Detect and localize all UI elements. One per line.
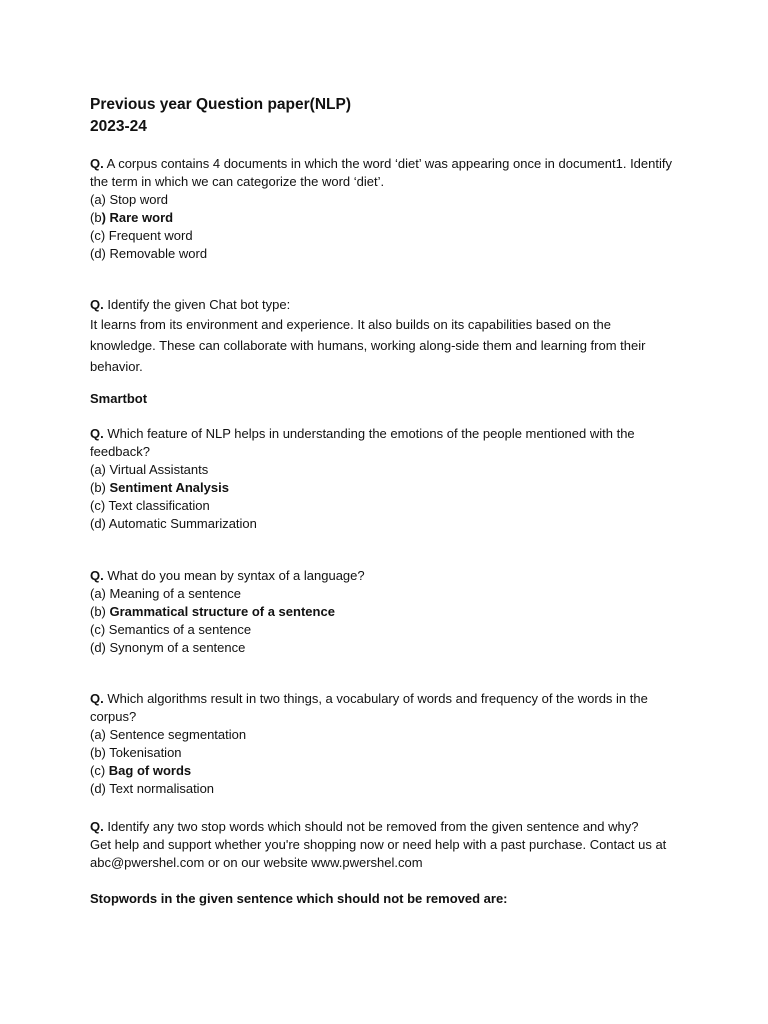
question-4-text: What do you mean by syntax of a language? [103,568,365,583]
title-line-1: Previous year Question paper(NLP) [90,96,351,113]
question-marker: Q. [90,819,104,834]
question-2 [90,296,680,408]
question-3-text: Which feature of NLP helps in understanding the emotions of the people mentioned with the feedback? [90,426,635,459]
q5-option-b: (b) Tokenisation [90,745,182,760]
q4-option-d: (d) Synonym of a sentence [90,640,246,655]
question-4 [90,567,680,657]
q4-option-b-answer: Grammatical structure of a sentence [109,604,335,619]
question-1-text: A corpus contains 4 documents in which the word ‘diet’ was appearing once in document1. Identify the term in which we can categorize the word ‘diet’. [90,156,672,189]
question-3 [90,425,680,533]
question-5 [90,690,680,798]
q5-option-c [90,762,680,780]
q5-option-c-prefix: (c) [90,763,109,778]
q1-option-b-answer: ) Rare word [101,210,174,225]
q1-option-c: (c) Frequent word [90,228,193,243]
question-marker: Q. [90,297,104,312]
question-6-text: Identify any two stop words which should not be removed from the given sentence and why? [103,819,639,834]
question-marker: Q. [90,156,104,171]
question-2-answer: Smartbot [90,391,148,406]
q3-option-d: (d) Automatic Summarization [90,516,257,531]
question-6-answer-heading: Stopwords in the given sentence which should not be removed are: [90,891,508,906]
question-1 [90,155,680,263]
question-5-stem [90,690,680,726]
question-2-text: Identify the given Chat bot type: [103,297,291,312]
document-title [90,94,351,138]
q5-option-d: (d) Text normalisation [90,781,215,796]
title-line-2: 2023-24 [90,118,147,135]
q3-option-c: (c) Text classification [90,498,210,513]
question-3-stem [90,425,680,461]
question-marker: Q. [90,568,104,583]
q1-option-b-prefix: (b [90,210,102,225]
question-6 [90,818,680,908]
q4-option-c: (c) Semantics of a sentence [90,622,252,637]
question-marker: Q. [90,691,104,706]
q3-option-b [90,479,680,497]
q5-option-c-answer: Bag of words [108,763,192,778]
question-2-stem [90,296,680,314]
q4-option-a: (a) Meaning of a sentence [90,586,242,601]
question-marker: Q. [90,426,104,441]
question-6-passage: Get help and support whether you're shopping now or need help with a past purchase. Contact us at abc@pwershel.com or on our website www.pwershel.com [90,837,667,870]
q4-option-b [90,603,680,621]
question-5-text: Which algorithms result in two things, a vocabulary of words and frequency of the words in the corpus? [90,691,648,724]
question-6-stem [90,818,680,836]
q5-option-a: (a) Sentence segmentation [90,727,247,742]
question-4-stem [90,567,680,585]
question-1-stem [90,156,672,189]
q3-option-b-answer: Sentiment Analysis [109,480,229,495]
question-2-passage: It learns from its environment and experience. It also builds on its capabilities based on the knowledge. These can collaborate with humans, working along-side them and learning from their behavior. [90,317,646,374]
q1-option-b [90,209,680,227]
q3-option-a: (a) Virtual Assistants [90,462,209,477]
q3-option-b-prefix: (b) [90,480,110,495]
q4-option-b-prefix: (b) [90,604,110,619]
q1-option-d: (d) Removable word [90,246,208,261]
q1-option-a: (a) Stop word [90,192,169,207]
